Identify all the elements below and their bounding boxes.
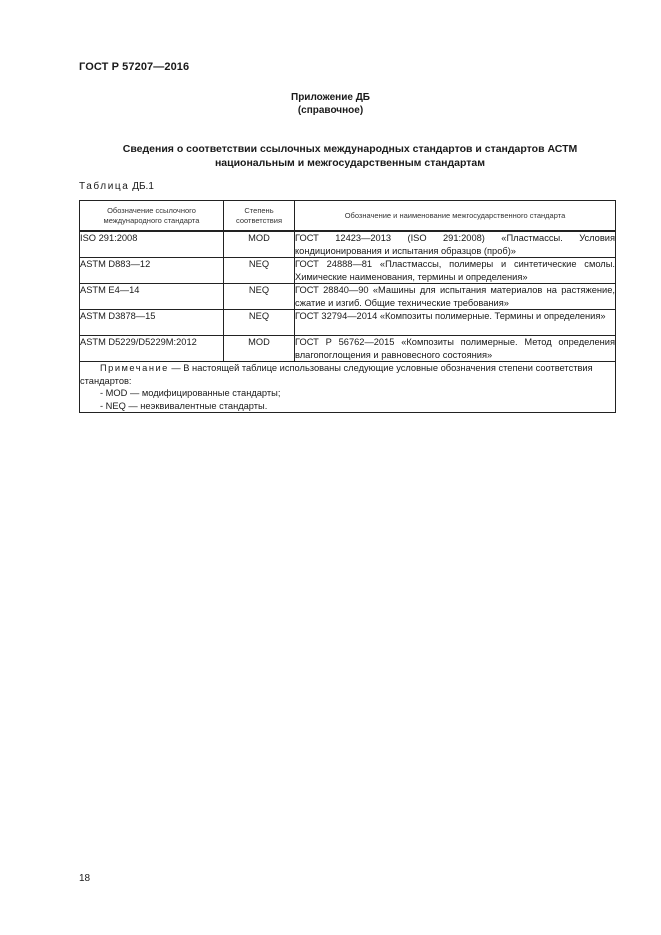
- table-caption-number: ДБ.1: [132, 181, 154, 192]
- note-text: — В настоящей таблице использованы следующие условные обозначения степени соответствия стандартов:: [80, 363, 593, 386]
- table-row: [80, 336, 616, 362]
- standards-table: [79, 200, 616, 413]
- cell-national: ГОСТ Р 56762—2015 «Композиты полимерные. Метод определения влагопоглощения и равновесного состояния»: [295, 337, 615, 360]
- cell-reference: ASTM E4—14: [80, 284, 224, 310]
- table-caption-label: Таблица: [79, 181, 130, 192]
- note-paragraph: [80, 362, 615, 387]
- cell-reference: ISO 291:2008: [80, 231, 224, 258]
- section-title: [92, 142, 608, 170]
- cell-degree: MOD: [224, 231, 295, 258]
- column-header-national: Обозначение и наименование межгосударственного стандарта: [295, 201, 616, 232]
- note-item-mod: - MOD — модифицированные стандарты;: [100, 388, 281, 398]
- cell-reference: ASTM D5229/D5229M:2012: [80, 336, 224, 362]
- cell-reference: ASTM D883—12: [80, 258, 224, 284]
- cell-reference: ASTM D3878—15: [80, 310, 224, 336]
- cell-degree: NEQ: [224, 258, 295, 284]
- appendix-subtitle: (справочное): [297, 105, 364, 116]
- page-number: 18: [79, 873, 91, 884]
- note-label: Примечание: [100, 363, 169, 373]
- cell-national: ГОСТ 12423—2013 (ISO 291:2008) «Пластмассы. Условия кондиционирования и испытания образцов (проб)»: [295, 233, 615, 256]
- cell-national: ГОСТ 32794—2014 «Композиты полимерные. Термины и определения»: [295, 310, 616, 336]
- table-caption: [79, 181, 154, 192]
- cell-degree: MOD: [224, 336, 295, 362]
- note-item-neq: - NEQ — неэквивалентные стандарты.: [100, 400, 268, 411]
- table-note: [80, 362, 616, 413]
- column-header-degree: Степень соответствия: [224, 201, 295, 232]
- cell-degree: NEQ: [224, 284, 295, 310]
- appendix-title: Приложение ДБ: [291, 92, 370, 103]
- document-header: ГОСТ Р 57207—2016: [79, 61, 190, 73]
- cell-degree: NEQ: [224, 310, 295, 336]
- cell-national: ГОСТ 24888—81 «Пластмассы, полимеры и синтетические смолы. Химические наименования, термины и определения»: [295, 259, 615, 282]
- column-header-reference: Обозначение ссылочного международного стандарта: [80, 201, 224, 232]
- section-title-line-2: национальным и межгосударственным стандартам: [214, 157, 486, 169]
- section-title-line-1: Сведения о соответствии ссылочных международных стандартов и стандартов АСТМ: [122, 143, 578, 155]
- table-row: [80, 258, 616, 284]
- table-row: [80, 310, 616, 336]
- table-header-row: [80, 201, 616, 232]
- table-note-row: [80, 362, 616, 413]
- table-row: [80, 284, 616, 310]
- cell-national: ГОСТ 28840—90 «Машины для испытания материалов на растяжение, сжатие и изгиб. Общие технические требования»: [295, 285, 615, 308]
- table-row: [80, 231, 616, 258]
